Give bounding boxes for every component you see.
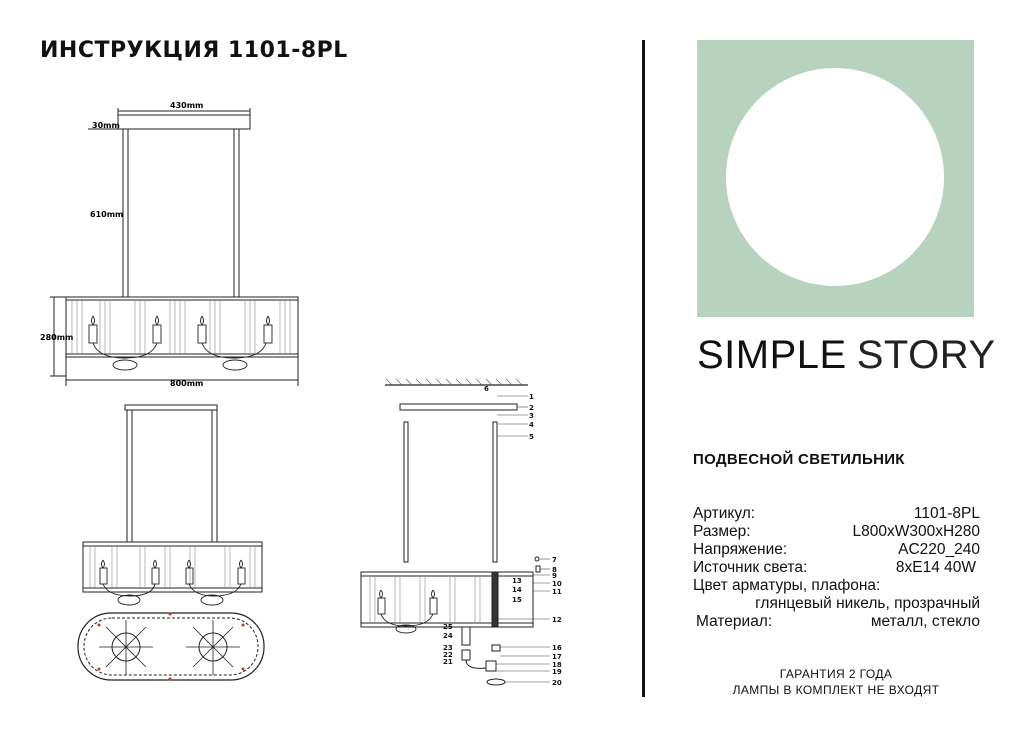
divider (642, 40, 645, 697)
spec-value: 8xE14 40W (895, 559, 976, 576)
part-number: 14 (512, 586, 522, 594)
document-title: ИНСТРУКЦИЯ 1101-8PL (40, 38, 348, 63)
part-number: 1 (529, 393, 534, 401)
part-number: 16 (552, 644, 562, 652)
finish-label: Цвет арматуры, плафона: (693, 577, 881, 594)
part-number: 9 (552, 572, 557, 580)
part-number: 23 (443, 644, 453, 652)
part-number: 3 (529, 412, 534, 420)
part-number: 6 (484, 385, 489, 393)
part-number: 19 (552, 668, 562, 676)
footer-lamps-note: ЛАМПЫ В КОМПЛЕКТ НЕ ВХОДЯТ (732, 683, 940, 697)
part-number: 15 (512, 596, 522, 604)
finish-value: глянцевый никель, прозрачный (755, 595, 980, 612)
brand-part2: STORY (856, 333, 996, 377)
part-number: 2 (529, 404, 534, 412)
part-number: 4 (529, 421, 534, 429)
spec-label: Напряжение: (693, 541, 788, 558)
part-number: 24 (443, 632, 453, 640)
dim-height: 280mm (40, 333, 74, 342)
dim-rod: 610mm (90, 210, 124, 219)
part-number: 25 (443, 623, 453, 631)
red-markers (98, 613, 245, 681)
brand-part1: SIMPLE (697, 333, 847, 377)
spec-label: Источник света: (693, 559, 808, 576)
brand-image (697, 40, 974, 317)
dim-length: 800mm (170, 379, 204, 388)
brand-logo (697, 333, 996, 378)
part-number: 12 (552, 616, 562, 624)
part-number: 20 (552, 679, 562, 687)
product-type: ПОДВЕСНОЙ СВЕТИЛЬНИК (693, 451, 905, 468)
moon-circle (726, 68, 944, 286)
part-number: 21 (443, 658, 453, 666)
footer-warranty: ГАРАНТИЯ 2 ГОДА (779, 667, 893, 681)
spec-value: L800xW300xH280 (852, 523, 980, 540)
dim-canopy: 30mm (92, 121, 120, 130)
material-label: Материал: (696, 613, 773, 630)
dim-width-top: 430mm (170, 101, 204, 110)
part-number: 17 (552, 653, 562, 661)
spec-value: AC220_240 (898, 541, 980, 558)
spec-value: 1101-8PL (913, 505, 980, 522)
spec-label: Размер: (693, 523, 751, 540)
part-number: 8 (552, 566, 557, 574)
part-number: 7 (552, 556, 557, 564)
part-number: 10 (552, 580, 562, 588)
part-number: 5 (529, 433, 534, 441)
part-number: 11 (552, 588, 562, 596)
spec-label: Артикул: (693, 505, 756, 522)
material-value: металл, стекло (870, 613, 980, 630)
part-number: 18 (552, 661, 562, 669)
part-number: 22 (443, 651, 453, 659)
part-number: 13 (512, 577, 522, 585)
